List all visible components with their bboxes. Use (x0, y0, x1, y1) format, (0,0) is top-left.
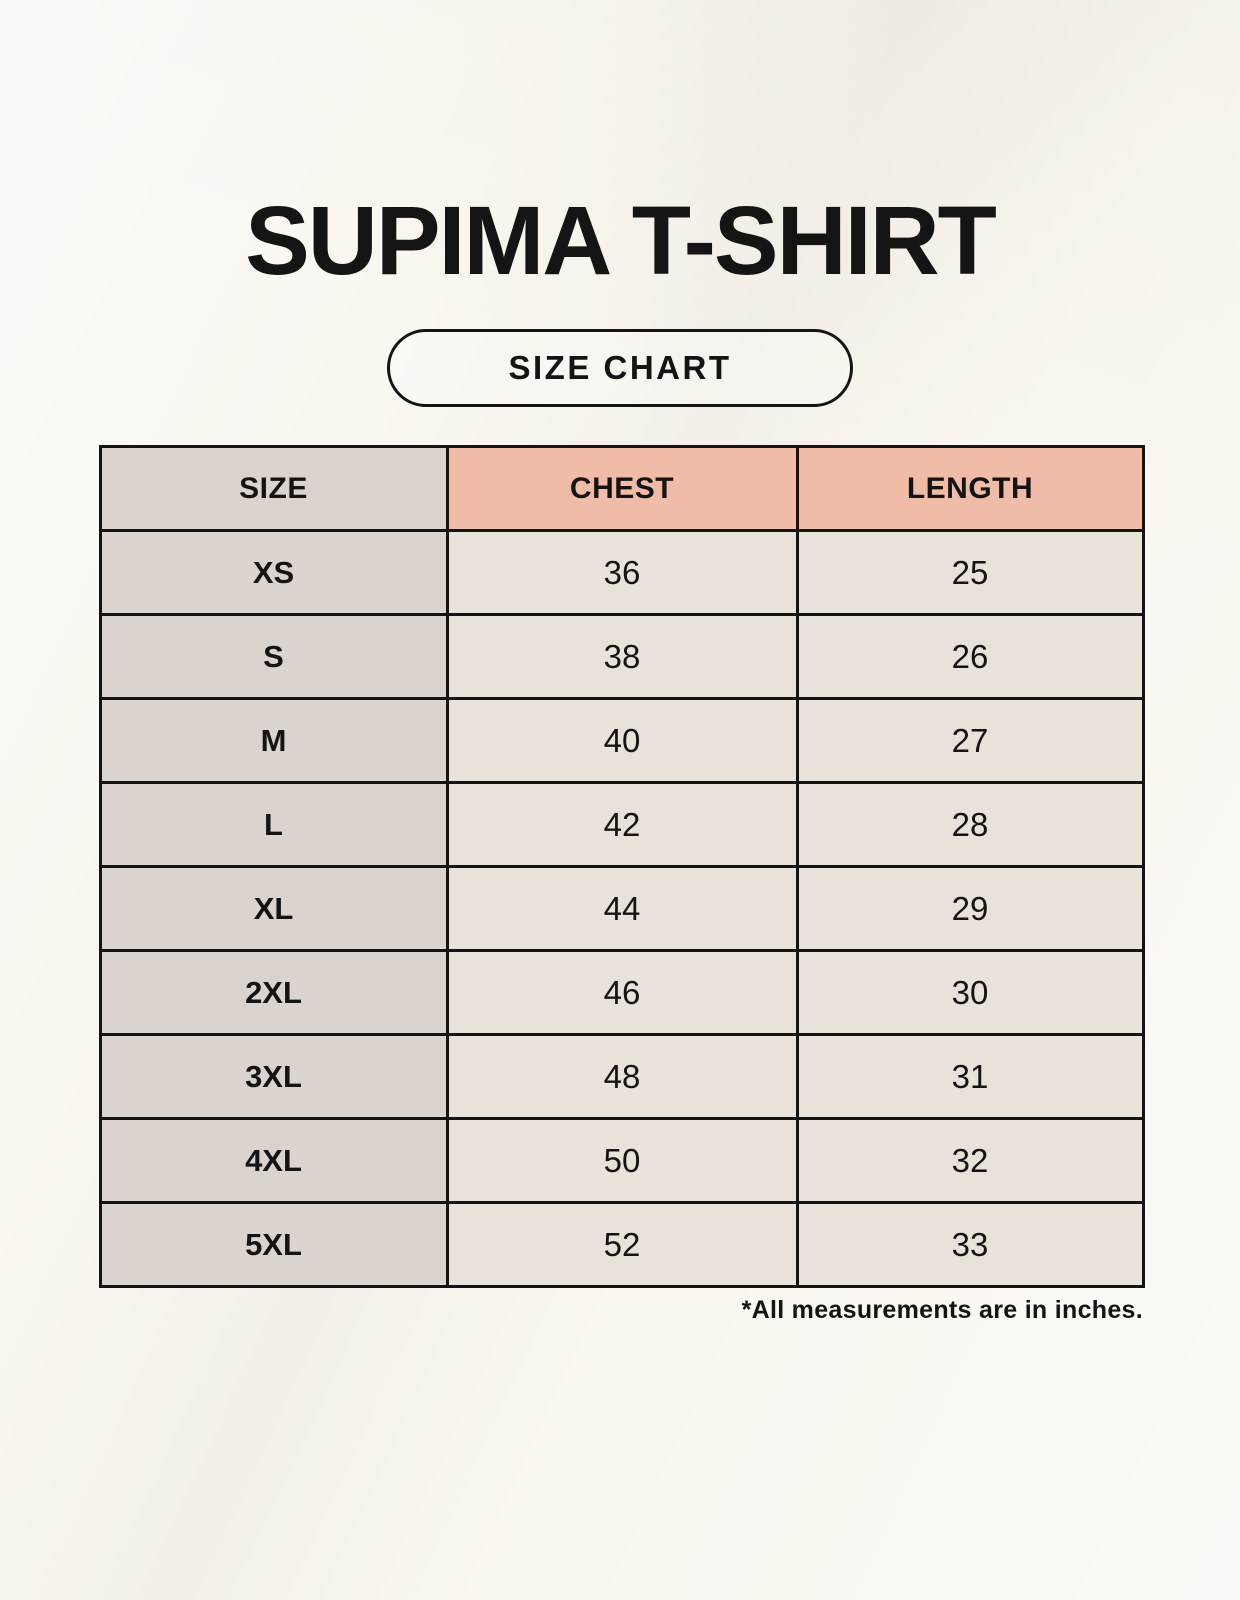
length-cell: 30 (797, 951, 1143, 1035)
table-row (100, 615, 1143, 699)
size-cell: XS (100, 531, 447, 615)
table-row (100, 531, 1143, 615)
chest-cell: 38 (447, 615, 797, 699)
size-chart-button-label: SIZE CHART (508, 349, 732, 386)
table-row (100, 699, 1143, 783)
chest-cell: 50 (447, 1119, 797, 1203)
measurements-footnote: *All measurements are in inches. (741, 1296, 1143, 1324)
page-title: SUPIMA T-SHIRT (245, 186, 995, 295)
size-table-container (99, 445, 1142, 1288)
table-row (100, 1035, 1143, 1119)
size-table (99, 445, 1145, 1288)
size-cell: S (100, 615, 447, 699)
size-cell: 5XL (100, 1203, 447, 1287)
length-cell: 31 (797, 1035, 1143, 1119)
chest-cell: 40 (447, 699, 797, 783)
size-cell: XL (100, 867, 447, 951)
chest-cell: 52 (447, 1203, 797, 1287)
column-header-length: LENGTH (797, 447, 1143, 531)
size-cell: 3XL (100, 1035, 447, 1119)
size-cell: L (100, 783, 447, 867)
size-cell: 2XL (100, 951, 447, 1035)
length-cell: 28 (797, 783, 1143, 867)
column-header-size: SIZE (100, 447, 447, 531)
chest-cell: 48 (447, 1035, 797, 1119)
length-cell: 26 (797, 615, 1143, 699)
table-row (100, 951, 1143, 1035)
chest-cell: 42 (447, 783, 797, 867)
table-row (100, 867, 1143, 951)
size-cell: M (100, 699, 447, 783)
length-cell: 29 (797, 867, 1143, 951)
table-row (100, 1203, 1143, 1287)
length-cell: 33 (797, 1203, 1143, 1287)
size-cell: 4XL (100, 1119, 447, 1203)
length-cell: 25 (797, 531, 1143, 615)
column-header-chest: CHEST (447, 447, 797, 531)
chest-cell: 36 (447, 531, 797, 615)
table-row (100, 1119, 1143, 1203)
table-row (100, 783, 1143, 867)
header-row (100, 447, 1143, 531)
length-cell: 27 (797, 699, 1143, 783)
chest-cell: 46 (447, 951, 797, 1035)
chest-cell: 44 (447, 867, 797, 951)
size-chart-button[interactable] (387, 329, 853, 407)
length-cell: 32 (797, 1119, 1143, 1203)
